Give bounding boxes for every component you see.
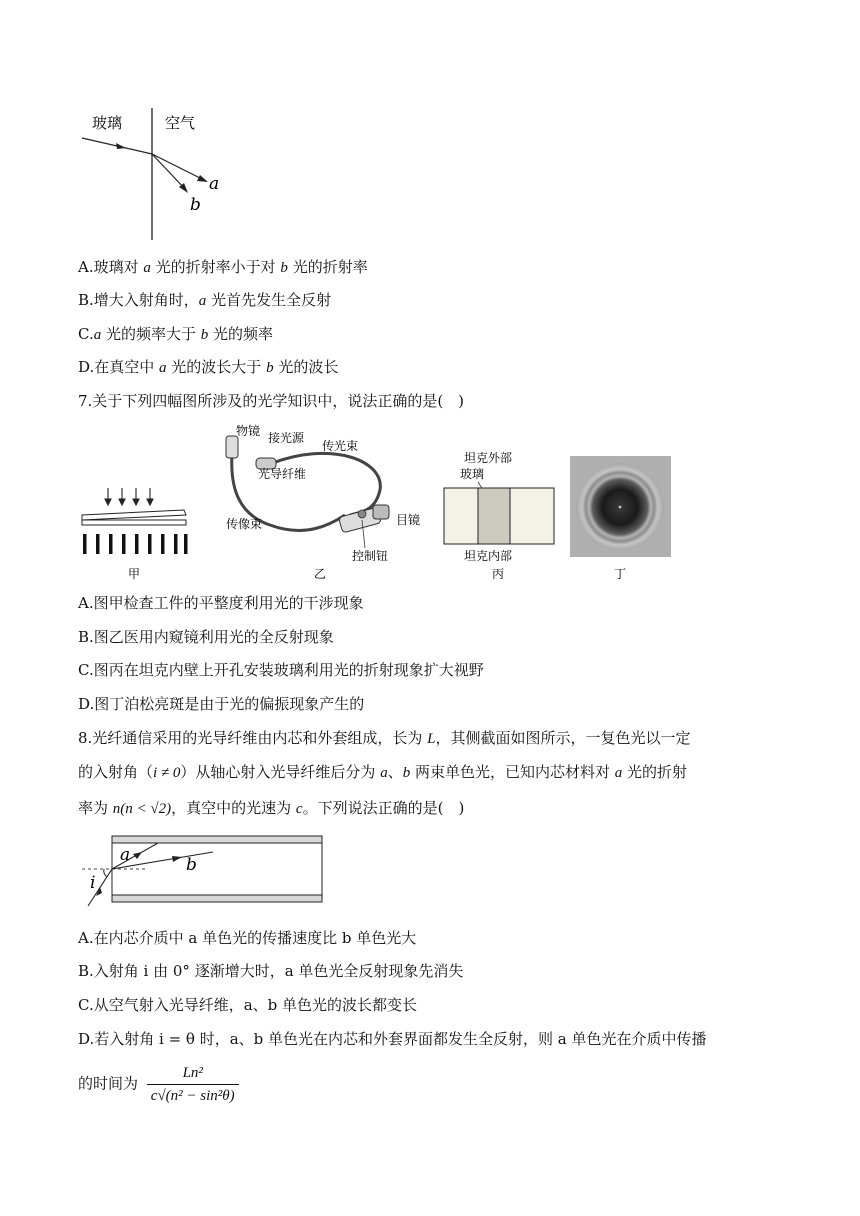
var: a [614,765,623,781]
refraction-figure [78,100,238,245]
fig-yi-label: 乙 [313,567,327,581]
q8-option-a: A.在内芯介质中 a 单色光的传播速度比 b 单色光大 [78,929,417,947]
var: b [200,327,209,343]
stem-text: 、 [387,763,403,781]
var: c [295,801,303,817]
ray-b-label: b [190,195,201,215]
stem-text: 两束单色光，已知内芯材料对 [410,763,615,781]
opt-text: 光的折射率小于对 [150,258,281,276]
q6-option-b [78,289,331,312]
figure-yi [210,420,440,588]
label-glass: 玻璃 [460,467,485,481]
opt-text: 的时间为 [78,1074,139,1093]
angle-arc [104,869,107,877]
fig-ding-label: 丁 [613,567,627,581]
figure-bing [440,446,558,588]
stem-text: 。下列说法正确的是( ) [302,799,465,817]
ray-a-arrow [197,175,208,182]
q8-stem-line3 [78,797,464,820]
var: a [143,260,151,276]
label-light-source: 接光源 [268,431,305,445]
fiber-label-b: b [186,855,197,875]
down-arrows [105,488,153,505]
fraction-numerator: Ln² [147,1062,239,1085]
var: b [402,765,411,781]
figure-jia [78,488,193,588]
var: L [427,731,436,747]
opt-text: 光的折射率 [287,258,368,276]
glass-label: 玻璃 [92,114,123,132]
glass-block [478,488,510,544]
fraction-denominator: c√(n² − sin²θ) [150,1088,235,1104]
var: b [266,360,274,376]
bottom-plate [82,520,186,525]
wall-right [510,488,554,544]
fiber-label-i: i [90,873,96,893]
q8-option-c: C.从空气射入光导纤维，a、b 单色光的波长都变长 [78,996,418,1014]
label-outside: 坦克外部 [464,451,513,465]
stem-text: 8.光纤通信采用的光导纤维由内芯和外套组成，长为 [78,729,428,747]
opt-text: D.在真空中 [78,358,160,376]
q7-stem: 7.关于下列四幅图所涉及的光学知识中，说法正确的是( ) [78,392,465,410]
q7-option-c: C.图丙在坦克内壁上开孔安装玻璃利用光的折射现象扩大视野 [78,661,484,679]
var: a [198,293,207,309]
stem-text: ，真空中的光速为 [171,799,296,817]
ray-a-label: a [209,174,220,194]
q7-option-a: A.图甲检查工件的平整度利用光的干涉现象 [78,594,364,612]
fig-bing-label: 丙 [491,567,505,581]
label-image-beam: 传像束 [226,517,263,531]
var: a [380,765,388,781]
ray-b-line [152,154,186,190]
label-control: 控制钮 [352,549,389,563]
var: a [93,327,102,343]
label-light-beam: 传光束 [322,439,359,453]
objective-tube [226,436,238,458]
cladding-top [112,836,322,843]
fiber-label-a: a [120,845,131,865]
var: n [112,801,121,817]
stem-text: ，其侧截面如图所示，一复色光以一定 [435,729,691,747]
q8-option-b: B.入射角 i 由 0° 逐渐增大时，a 单色光全反射现象先消失 [78,962,464,980]
stem-text: ）从轴心射入光导纤维后分为 [180,763,381,781]
label-inside: 坦克内部 [464,549,513,563]
wall-left [444,488,478,544]
stem-text: 率为 [78,799,113,817]
q8-option-d-line1: D.若入射角 i = θ 时，a、b 单色光在内芯和外套界面都发生全反射，则 a 单色光在介质中传播 [78,1030,707,1048]
opt-text: 光的频率 [208,325,274,343]
opt-text: A.玻璃对 [78,258,144,276]
incident-arrow [116,143,126,149]
var: b [280,260,288,276]
label-eyepiece: 目镜 [396,513,421,527]
q6-option-c [78,323,273,346]
var: a [159,360,167,376]
air-label: 空气 [165,114,196,132]
opt-text: 光的波长大于 [166,358,267,376]
stem-text: 光的折射 [622,763,688,781]
fiber-figure [78,834,328,914]
label-fiber: 光导纤维 [258,467,307,481]
opt-text: 光的频率大于 [101,325,201,343]
stem-text: 的入射角（ [78,763,154,781]
cladding-bottom [112,895,322,902]
q6-option-a [78,256,368,279]
time-fraction [147,1062,239,1107]
poisson-spot [619,506,622,509]
q8-stem-line2 [78,761,687,784]
q7-option-b: B.图乙医用内窥镜利用光的全反射现象 [78,628,334,646]
opt-text: C. [78,325,94,343]
fig-jia-label: 甲 [127,567,141,581]
q8-stem-line1 [78,727,690,750]
condition: i ≠ 0 [153,765,181,781]
opt-text: 光的波长 [273,358,339,376]
label-objective: 物镜 [236,424,261,438]
q6-option-d [78,356,338,379]
condition: (n < √2) [120,801,172,817]
light-cable [270,453,380,515]
control-body [339,505,389,533]
opt-text: B.增大入射角时， [78,291,199,309]
ray-a-line [152,154,206,181]
figure-ding [570,456,672,588]
top-plate [82,510,186,520]
q7-option-d: D.图丁泊松亮斑是由于光的偏振现象产生的 [78,695,365,713]
opt-text: 光首先发生全反射 [206,291,332,309]
fringe-bars [83,534,188,554]
q8-option-d-line2 [78,1062,239,1107]
